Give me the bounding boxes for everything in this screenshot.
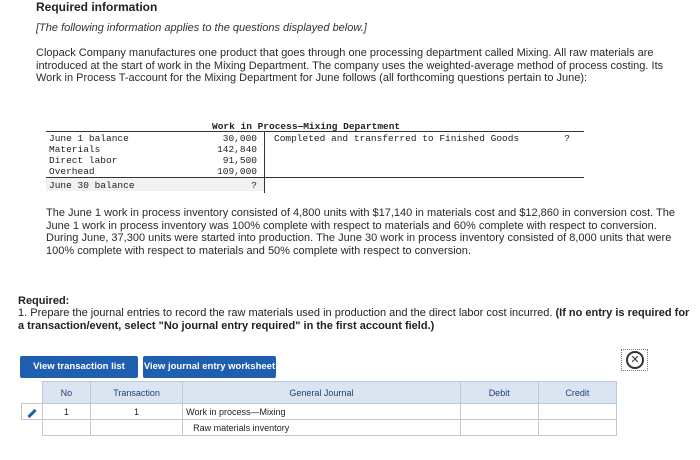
journal-no-cell: 1 [42,404,90,420]
t-debit-label: Materials [49,144,101,155]
t-ending-label: June 30 balance [49,180,135,191]
edit-column-header [22,382,43,404]
t-account [46,119,584,193]
journal-no-cell [42,420,90,436]
t-debit-amount: 30,000 [222,133,257,144]
close-button[interactable] [621,349,648,371]
t-credit-label: Completed and transferred to Finished Goods [274,133,520,144]
problem-paragraph-2: The June 1 work in process inventory consisted of 4,800 units with $17,140 in materials cost and $12,860 in conversion cost. The June 1 work in process inventory was 100% complete with respect to materials and 60% complete with respect to conversion. During June, 37,300 units were started into production. The June 30 work in process inventory consisted of 8,000 units that were 100% complete with respect to materials and 50% complete with respect to conversion. [46,207,675,257]
t-debit-amount: 91,500 [222,155,257,166]
journal-transaction-cell: 1 [90,404,182,420]
view-journal-entry-worksheet-button[interactable]: View journal entry worksheet [143,356,276,378]
t-debit-label: June 1 balance [49,133,129,144]
journal-debit-cell[interactable] [460,404,538,420]
t-account-top-line [46,131,584,132]
t-debit-row [49,144,261,154]
close-icon: ✕ [626,351,644,369]
t-account-title: Work in Process—Mixing Department [212,121,401,132]
intro-note: [The following information applies to the questions displayed below.] [36,22,367,34]
requirement-1 [18,307,698,332]
journal-row [22,420,617,436]
edit-cell [22,420,43,436]
t-debit-amount: 109,000 [217,166,257,177]
no-column-header: No [42,382,90,404]
debit-column-header: Debit [460,382,538,404]
edit-cell[interactable] [22,404,43,420]
required-label: Required: [18,295,70,307]
transaction-column-header: Transaction [90,382,182,404]
general-journal-column-header: General Journal [183,382,461,404]
journal-row [22,404,617,420]
requirement-1-text: 1. Prepare the journal entries to record the raw materials used in production and the direct labor cost incurred. [18,307,553,319]
problem-paragraph-1: Clopack Company manufactures one product that goes through one processing department called Mixing. All raw materials are introduced at the start of work in the Mixing Department. The company uses the weighted-average method of process costing. Its Work in Process T-account for the Mixing Department for June follows (all forthcoming questions pertain to June): [36,47,664,84]
journal-credit-cell[interactable] [538,420,616,436]
t-debit-row [49,155,261,165]
t-credit-amount: ? [564,133,570,144]
t-debit-row [49,166,261,176]
pencil-icon[interactable] [27,408,36,417]
journal-header-row [22,382,617,404]
journal-account-cell[interactable]: Raw materials inventory [183,420,461,436]
requirement-1-note: (If no entry is required for a transaction/event, select "No journal entry required" in the first account field.) [18,307,690,332]
t-debit-row [49,133,261,143]
journal-credit-cell[interactable] [538,404,616,420]
t-debit-label: Direct labor [49,155,118,166]
t-account-center-line [264,131,265,193]
t-account-balance-line [46,177,584,178]
required-information-heading: Required information [36,0,158,14]
journal-debit-cell[interactable] [460,420,538,436]
t-debit-amount: 142,840 [217,144,257,155]
journal-transaction-cell [90,420,182,436]
journal-table [21,381,617,436]
journal-account-cell[interactable]: Work in process—Mixing [183,404,461,420]
t-ending-row [49,180,261,190]
view-transaction-list-button[interactable]: View transaction list [20,356,138,378]
t-debit-label: Overhead [49,166,95,177]
t-ending-amount: ? [251,180,257,191]
credit-column-header: Credit [538,382,616,404]
